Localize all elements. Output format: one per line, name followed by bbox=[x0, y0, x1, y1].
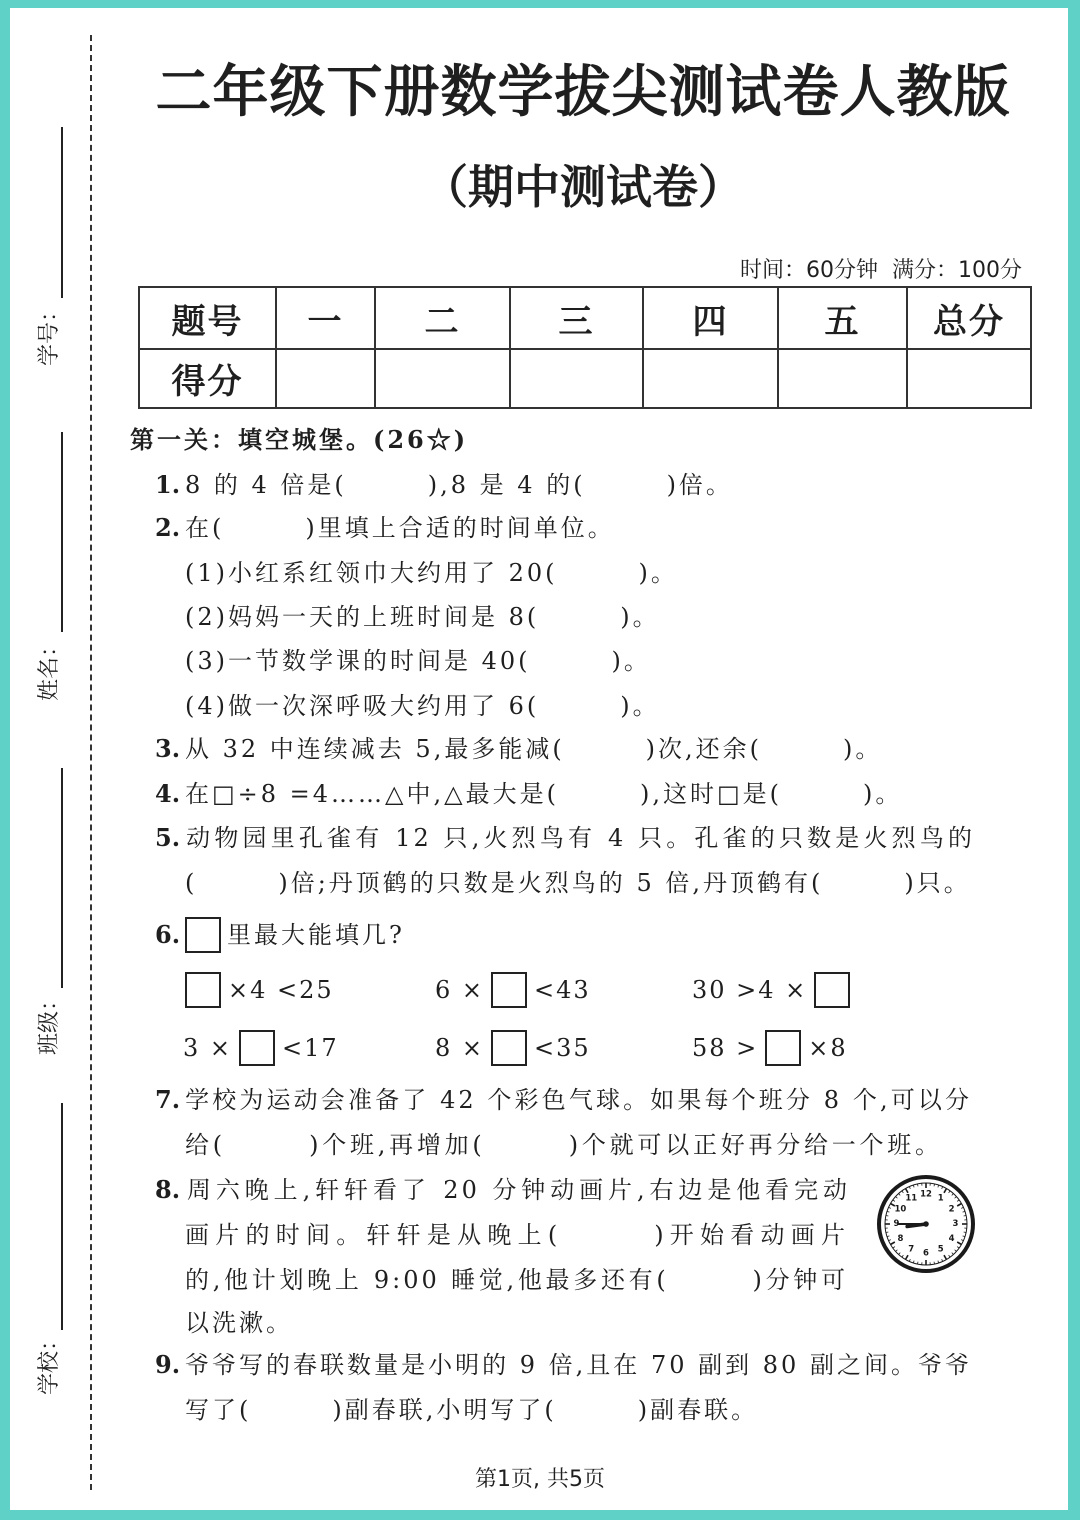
question-text: 在□÷8 =4……△中,△最大是( ),这时□是( )。 bbox=[185, 780, 903, 808]
question-8-line-4: 以洗漱。 bbox=[185, 1309, 293, 1337]
class-underline bbox=[61, 768, 63, 988]
page-title: 二年级下册数学拔尖测试卷人教版 bbox=[155, 60, 1011, 125]
clock-number: 1 bbox=[937, 1193, 944, 1204]
question-7-line-2: 给( )个班,再增加( )个就可以正好再分给一个班。 bbox=[185, 1131, 942, 1159]
inequality-text: 30 >4 × bbox=[692, 976, 808, 1004]
clock-tick bbox=[886, 1215, 888, 1216]
inequality-4 bbox=[183, 1030, 339, 1066]
clock-center-dot bbox=[923, 1221, 929, 1227]
question-number: 8. bbox=[155, 1175, 181, 1204]
question-number: 2. bbox=[155, 513, 181, 542]
school-label: 学校： bbox=[37, 1329, 62, 1396]
question-8-line-3: 的,他计划晚上 9:00 睡觉,他最多还有( )分钟可 bbox=[185, 1266, 848, 1294]
inequality-text: <35 bbox=[534, 1034, 591, 1062]
question-number: 1. bbox=[155, 470, 181, 499]
page-number: 第1页, 共5页 bbox=[475, 1467, 605, 1492]
question-5 bbox=[155, 822, 975, 854]
question-2 bbox=[155, 512, 615, 544]
student-id-label: 学号： bbox=[37, 300, 62, 367]
clock-tick bbox=[964, 1215, 966, 1216]
score-cell-1 bbox=[276, 349, 375, 408]
answer-box bbox=[814, 972, 850, 1008]
score-table-score-row bbox=[139, 349, 1031, 408]
score-cell-3 bbox=[510, 349, 643, 408]
school-underline bbox=[61, 1103, 63, 1330]
question-text: 从 32 中连续减去 5,最多能减( )次,还余( )。 bbox=[185, 735, 883, 763]
clock-tick bbox=[917, 1262, 918, 1264]
exam-full-score: 满分：100分 bbox=[892, 258, 1022, 283]
answer-box bbox=[185, 917, 221, 953]
question-7 bbox=[155, 1084, 972, 1116]
page-subtitle: （期中测试卷） bbox=[422, 160, 744, 214]
answer-box bbox=[185, 972, 221, 1008]
score-cell-4 bbox=[643, 349, 778, 408]
question-9 bbox=[155, 1349, 972, 1381]
question-number-header: 题号 bbox=[139, 287, 276, 349]
section-header-5: 五 bbox=[778, 287, 907, 349]
section-header-1: 一 bbox=[276, 287, 375, 349]
question-text-line-1: 动物园里孔雀有 12 只,火烈鸟有 4 只。孔雀的只数是火烈鸟的 bbox=[185, 824, 975, 852]
section-header-4: 四 bbox=[643, 287, 778, 349]
score-cell-2 bbox=[375, 349, 510, 408]
clock-number: 2 bbox=[948, 1204, 955, 1215]
inequality-text: ×4 <25 bbox=[228, 976, 334, 1004]
clock-number: 3 bbox=[952, 1219, 959, 1229]
question-number: 3. bbox=[155, 734, 181, 763]
question-5-line-2: ( )倍;丹顶鹤的只数是火烈鸟的 5 倍,丹顶鹤有( )只。 bbox=[185, 869, 971, 897]
question-number: 7. bbox=[155, 1085, 181, 1114]
clock-tick bbox=[934, 1262, 935, 1264]
question-9-line-2: 写了( )副春联,小明写了( )副春联。 bbox=[185, 1396, 759, 1424]
clock-tick bbox=[886, 1232, 888, 1233]
question-2-sub-1: (1)小红系红领巾大约用了 20( )。 bbox=[185, 559, 678, 587]
question-text: 在( )里填上合适的时间单位。 bbox=[185, 514, 615, 542]
clock-number: 11 bbox=[905, 1193, 918, 1204]
score-cell-total bbox=[907, 349, 1031, 408]
score-cell-5 bbox=[778, 349, 907, 408]
clock-number: 9 bbox=[893, 1219, 900, 1229]
score-table bbox=[138, 286, 1032, 409]
question-number: 6. bbox=[155, 920, 181, 949]
clock-number: 5 bbox=[937, 1244, 944, 1255]
inequality-6 bbox=[692, 1030, 848, 1066]
clock-tick bbox=[917, 1184, 918, 1186]
inequality-2 bbox=[435, 972, 591, 1008]
score-table-header-row bbox=[139, 287, 1031, 349]
clock-number: 8 bbox=[897, 1233, 904, 1244]
inequality-1 bbox=[185, 972, 334, 1008]
inequality-text: ×8 bbox=[808, 1034, 848, 1062]
question-2-sub-4: (4)做一次深呼吸大约用了 6( )。 bbox=[185, 692, 660, 720]
answer-box bbox=[491, 1030, 527, 1066]
student-id-underline bbox=[61, 127, 63, 298]
answer-box bbox=[491, 972, 527, 1008]
question-text-line-1: 爷爷写的春联数量是小明的 9 倍,且在 70 副到 80 副之间。爷爷 bbox=[185, 1351, 972, 1379]
question-text-line-1: 学校为运动会准备了 42 个彩色气球。如果每个班分 8 个,可以分 bbox=[185, 1086, 972, 1114]
question-text: 里最大能填几? bbox=[227, 921, 405, 949]
name-underline bbox=[61, 432, 63, 632]
question-2-sub-2: (2)妈妈一天的上班时间是 8( )。 bbox=[185, 603, 660, 631]
answer-box bbox=[239, 1030, 275, 1066]
inequality-text: <43 bbox=[534, 976, 591, 1004]
binding-dashed-line bbox=[90, 35, 92, 1490]
inequality-3 bbox=[692, 972, 850, 1008]
clock-number: 6 bbox=[923, 1248, 929, 1259]
clock-tick bbox=[934, 1184, 935, 1186]
inequality-5 bbox=[435, 1030, 591, 1066]
question-2-sub-3: (3)一节数学课的时间是 40( )。 bbox=[185, 647, 651, 675]
section-header-3: 三 bbox=[510, 287, 643, 349]
question-3 bbox=[155, 733, 882, 765]
question-number: 5. bbox=[155, 823, 181, 852]
inequality-text: <17 bbox=[282, 1034, 339, 1062]
section-1-label: 第一关： bbox=[130, 426, 238, 454]
question-6 bbox=[155, 917, 405, 953]
inequality-text: 3 × bbox=[183, 1034, 233, 1062]
score-row-label: 得分 bbox=[139, 349, 276, 408]
question-4 bbox=[155, 778, 902, 810]
question-number: 4. bbox=[155, 779, 181, 808]
section-1-heading bbox=[130, 424, 468, 456]
question-text: 8 的 4 倍是( ),8 是 4 的( )倍。 bbox=[185, 471, 733, 499]
question-8-line-2: 画片的时间。轩轩是从晚上( )开始看动画片 bbox=[185, 1221, 848, 1249]
question-number: 9. bbox=[155, 1350, 181, 1379]
exam-info bbox=[740, 256, 1022, 286]
inequality-text: 8 × bbox=[435, 1034, 485, 1062]
class-label: 班级： bbox=[37, 989, 62, 1056]
clock-number: 12 bbox=[920, 1189, 932, 1200]
inequality-text: 6 × bbox=[435, 976, 485, 1004]
section-header-2: 二 bbox=[375, 287, 510, 349]
total-score-header: 总分 bbox=[907, 287, 1031, 349]
question-1 bbox=[155, 469, 733, 501]
clock-number: 10 bbox=[894, 1204, 907, 1215]
name-label: 姓名： bbox=[37, 635, 62, 702]
clock-number: 7 bbox=[908, 1244, 915, 1255]
section-1-title: 填空城堡。(26☆) bbox=[238, 425, 469, 454]
exam-time: 时间：60分钟 bbox=[740, 258, 878, 283]
inequality-text: 58 > bbox=[692, 1034, 759, 1062]
clock-tick bbox=[964, 1232, 966, 1233]
question-text-line-1: 周六晚上,轩轩看了 20 分钟动画片,右边是他看完动 bbox=[185, 1176, 850, 1204]
clock-number: 4 bbox=[948, 1233, 955, 1244]
answer-box bbox=[765, 1030, 801, 1066]
question-8 bbox=[155, 1174, 850, 1206]
clock-image bbox=[876, 1174, 976, 1274]
